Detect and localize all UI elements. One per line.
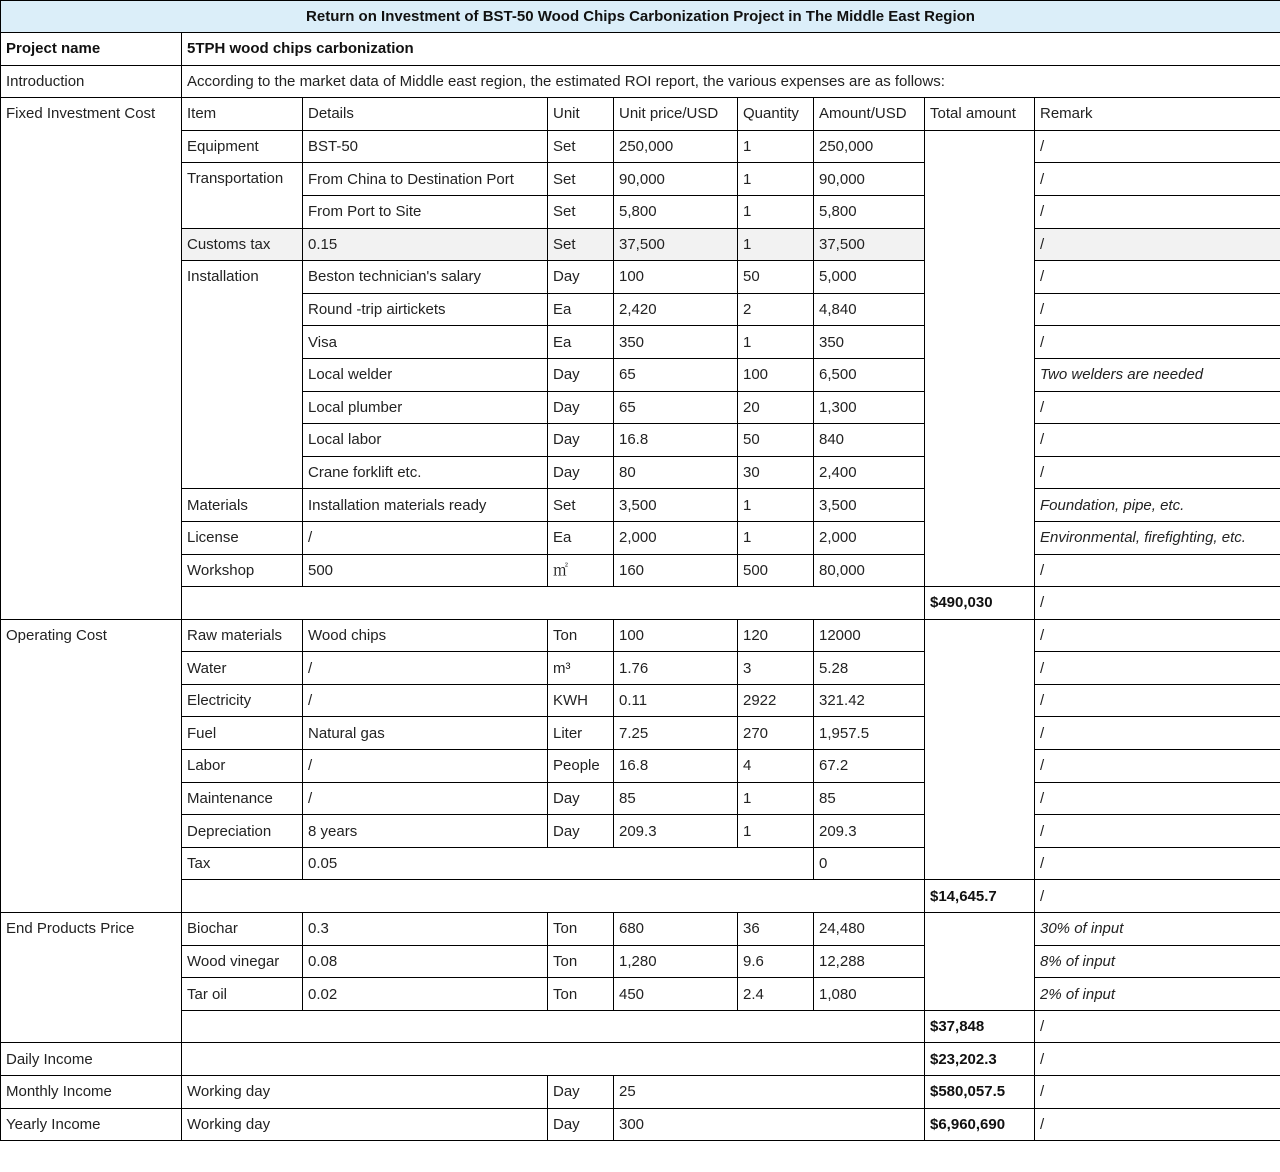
remark-cell: / bbox=[1035, 1043, 1280, 1076]
unit-price-cell: 65 bbox=[614, 358, 738, 391]
unit-cell: Ea bbox=[548, 293, 614, 326]
unit-cell: ㎡ bbox=[548, 554, 614, 587]
remark-cell: / bbox=[1035, 815, 1280, 848]
amount-cell: 12,288 bbox=[814, 945, 925, 978]
column-header: Quantity bbox=[738, 98, 814, 131]
remark-cell: 2% of input bbox=[1035, 978, 1280, 1011]
section-label-end-products: End Products Price bbox=[1, 913, 182, 1043]
amount-cell: 250,000 bbox=[814, 130, 925, 163]
total-amount-cell bbox=[925, 130, 1035, 586]
details-cell: 0.08 bbox=[303, 945, 548, 978]
details-cell: Local labor bbox=[303, 424, 548, 457]
details-cell: From China to Destination Port bbox=[303, 163, 548, 196]
details-cell: 0.05 bbox=[303, 847, 814, 880]
unit-cell: Day bbox=[548, 391, 614, 424]
unit-price-cell: 2,420 bbox=[614, 293, 738, 326]
unit-cell: Day bbox=[548, 424, 614, 457]
unit-price-cell: 65 bbox=[614, 391, 738, 424]
quantity-cell: 1 bbox=[738, 130, 814, 163]
operating-total: $14,645.7 bbox=[925, 880, 1035, 913]
subtotal-spacer bbox=[182, 587, 925, 620]
quantity-cell: 500 bbox=[738, 554, 814, 587]
unit-price-cell: 160 bbox=[614, 554, 738, 587]
amount-cell: 12000 bbox=[814, 619, 925, 652]
table-row bbox=[1, 847, 1280, 880]
quantity-cell: 20 bbox=[738, 391, 814, 424]
unit-price-cell: 2,000 bbox=[614, 521, 738, 554]
section-label-fixed: Fixed Investment Cost bbox=[1, 98, 182, 620]
unit-cell: Day bbox=[548, 261, 614, 294]
amount-cell: 85 bbox=[814, 782, 925, 815]
item-cell: Customs tax bbox=[182, 228, 303, 261]
table-row bbox=[1, 815, 1280, 848]
table-row bbox=[1, 1076, 1280, 1109]
column-header: Item bbox=[182, 98, 303, 131]
unit-cell: Day bbox=[548, 1076, 614, 1109]
remark-cell: 30% of input bbox=[1035, 913, 1280, 946]
remark-cell: Two welders are needed bbox=[1035, 358, 1280, 391]
table-row bbox=[1, 163, 1280, 196]
quantity-cell: 50 bbox=[738, 424, 814, 457]
unit-cell: Ea bbox=[548, 326, 614, 359]
quantity-cell: 4 bbox=[738, 750, 814, 783]
details-cell: 0.3 bbox=[303, 913, 548, 946]
remark-cell: / bbox=[1035, 684, 1280, 717]
remark-cell: / bbox=[1035, 750, 1280, 783]
quantity-cell: 1 bbox=[738, 326, 814, 359]
quantity-cell: 1 bbox=[738, 521, 814, 554]
daily-income-total: $23,202.3 bbox=[925, 1043, 1035, 1076]
amount-cell: 1,957.5 bbox=[814, 717, 925, 750]
table-row bbox=[1, 489, 1280, 522]
project-name-value: 5TPH wood chips carbonization bbox=[182, 33, 1280, 66]
item-cell: Fuel bbox=[182, 717, 303, 750]
column-header: Details bbox=[303, 98, 548, 131]
quantity-cell: 2 bbox=[738, 293, 814, 326]
unit-cell: m³ bbox=[548, 652, 614, 685]
table-row bbox=[1, 684, 1280, 717]
unit-price-cell: 0.11 bbox=[614, 684, 738, 717]
column-header: Remark bbox=[1035, 98, 1280, 131]
remark-cell: / bbox=[1035, 1076, 1280, 1109]
details-cell: / bbox=[303, 782, 548, 815]
item-cell: Working day bbox=[182, 1076, 548, 1109]
item-cell: Maintenance bbox=[182, 782, 303, 815]
table-row bbox=[1, 978, 1280, 1011]
remark-cell: Foundation, pipe, etc. bbox=[1035, 489, 1280, 522]
introduction-text: According to the market data of Middle east region, the estimated ROI report, the various expenses are as follows: bbox=[182, 65, 1280, 98]
amount-cell: 5,800 bbox=[814, 195, 925, 228]
table-row bbox=[1, 130, 1280, 163]
item-cell: License bbox=[182, 521, 303, 554]
column-header: Unit bbox=[548, 98, 614, 131]
remark-cell: / bbox=[1035, 391, 1280, 424]
unit-price-cell: 250,000 bbox=[614, 130, 738, 163]
amount-cell: 4,840 bbox=[814, 293, 925, 326]
amount-cell: 67.2 bbox=[814, 750, 925, 783]
details-cell: BST-50 bbox=[303, 130, 548, 163]
unit-price-cell: 100 bbox=[614, 261, 738, 294]
remark-cell: / bbox=[1035, 424, 1280, 457]
working-days-cell: 300 bbox=[614, 1108, 925, 1141]
unit-cell: Ton bbox=[548, 913, 614, 946]
details-cell: Natural gas bbox=[303, 717, 548, 750]
amount-cell: 2,400 bbox=[814, 456, 925, 489]
unit-price-cell: 85 bbox=[614, 782, 738, 815]
quantity-cell: 270 bbox=[738, 717, 814, 750]
roi-table-body bbox=[1, 1, 1280, 1141]
table-row bbox=[1, 1043, 1280, 1076]
working-days-cell: 25 bbox=[614, 1076, 925, 1109]
subtotal-spacer bbox=[182, 1010, 925, 1043]
monthly-income-label: Monthly Income bbox=[1, 1076, 182, 1109]
remark-cell: / bbox=[1035, 554, 1280, 587]
remark-cell: / bbox=[1035, 847, 1280, 880]
item-cell: Transportation bbox=[182, 163, 303, 228]
unit-price-cell: 100 bbox=[614, 619, 738, 652]
yearly-income-total: $6,960,690 bbox=[925, 1108, 1035, 1141]
remark-cell: / bbox=[1035, 163, 1280, 196]
table-row bbox=[1, 521, 1280, 554]
item-cell: Working day bbox=[182, 1108, 548, 1141]
amount-cell: 37,500 bbox=[814, 228, 925, 261]
unit-cell: Day bbox=[548, 782, 614, 815]
remark-cell: / bbox=[1035, 880, 1280, 913]
unit-price-cell: 5,800 bbox=[614, 195, 738, 228]
remark-cell: / bbox=[1035, 587, 1280, 620]
end-products-total: $37,848 bbox=[925, 1010, 1035, 1043]
item-cell: Depreciation bbox=[182, 815, 303, 848]
table-title: Return on Investment of BST-50 Wood Chips Carbonization Project in The Middle East Region bbox=[1, 1, 1280, 33]
quantity-cell: 50 bbox=[738, 261, 814, 294]
quantity-cell: 1 bbox=[738, 782, 814, 815]
unit-cell: Day bbox=[548, 815, 614, 848]
subtotal-spacer bbox=[182, 880, 925, 913]
amount-cell: 321.42 bbox=[814, 684, 925, 717]
unit-price-cell: 450 bbox=[614, 978, 738, 1011]
table-row bbox=[1, 1108, 1280, 1141]
details-cell: Round -trip airtickets bbox=[303, 293, 548, 326]
amount-cell: 3,500 bbox=[814, 489, 925, 522]
unit-cell: Day bbox=[548, 1108, 614, 1141]
details-cell: Crane forklift etc. bbox=[303, 456, 548, 489]
unit-cell: Set bbox=[548, 163, 614, 196]
item-cell: Wood vinegar bbox=[182, 945, 303, 978]
daily-income-label: Daily Income bbox=[1, 1043, 182, 1076]
remark-cell: / bbox=[1035, 782, 1280, 815]
details-cell: From Port to Site bbox=[303, 195, 548, 228]
column-header: Unit price/USD bbox=[614, 98, 738, 131]
details-cell: Visa bbox=[303, 326, 548, 359]
unit-cell: People bbox=[548, 750, 614, 783]
remark-cell: / bbox=[1035, 456, 1280, 489]
amount-cell: 5,000 bbox=[814, 261, 925, 294]
unit-price-cell: 1,280 bbox=[614, 945, 738, 978]
yearly-income-label: Yearly Income bbox=[1, 1108, 182, 1141]
remark-cell: / bbox=[1035, 717, 1280, 750]
quantity-cell: 30 bbox=[738, 456, 814, 489]
quantity-cell: 1 bbox=[738, 195, 814, 228]
details-cell: Local welder bbox=[303, 358, 548, 391]
section-label-operating: Operating Cost bbox=[1, 619, 182, 912]
unit-cell: Liter bbox=[548, 717, 614, 750]
unit-cell: Set bbox=[548, 195, 614, 228]
item-cell: Water bbox=[182, 652, 303, 685]
unit-cell: Ton bbox=[548, 619, 614, 652]
item-cell: Labor bbox=[182, 750, 303, 783]
table-row bbox=[1, 619, 1280, 652]
item-cell: Tax bbox=[182, 847, 303, 880]
introduction-label: Introduction bbox=[1, 65, 182, 98]
table-row bbox=[1, 587, 1280, 620]
amount-cell: 6,500 bbox=[814, 358, 925, 391]
details-cell: 0.15 bbox=[303, 228, 548, 261]
remark-cell: / bbox=[1035, 130, 1280, 163]
quantity-cell: 1 bbox=[738, 228, 814, 261]
remark-cell: / bbox=[1035, 652, 1280, 685]
amount-cell: 80,000 bbox=[814, 554, 925, 587]
table-row bbox=[1, 98, 1280, 131]
unit-cell: Ton bbox=[548, 978, 614, 1011]
table-row bbox=[1, 782, 1280, 815]
total-amount-cell bbox=[925, 619, 1035, 880]
quantity-cell: 36 bbox=[738, 913, 814, 946]
remark-cell: / bbox=[1035, 1010, 1280, 1043]
table-row bbox=[1, 750, 1280, 783]
amount-cell: 1,300 bbox=[814, 391, 925, 424]
unit-cell: KWH bbox=[548, 684, 614, 717]
details-cell: Installation materials ready bbox=[303, 489, 548, 522]
table-row bbox=[1, 261, 1280, 294]
amount-cell: 2,000 bbox=[814, 521, 925, 554]
item-cell: Equipment bbox=[182, 130, 303, 163]
amount-cell: 24,480 bbox=[814, 913, 925, 946]
unit-price-cell: 680 bbox=[614, 913, 738, 946]
remark-cell: / bbox=[1035, 195, 1280, 228]
item-cell: Electricity bbox=[182, 684, 303, 717]
table-row bbox=[1, 228, 1280, 261]
remark-cell: / bbox=[1035, 293, 1280, 326]
quantity-cell: 1 bbox=[738, 163, 814, 196]
details-cell: Local plumber bbox=[303, 391, 548, 424]
table-row bbox=[1, 652, 1280, 685]
daily-income-spacer bbox=[182, 1043, 925, 1076]
fixed-total: $490,030 bbox=[925, 587, 1035, 620]
details-cell: / bbox=[303, 521, 548, 554]
item-cell: Raw materials bbox=[182, 619, 303, 652]
remark-cell: / bbox=[1035, 619, 1280, 652]
details-cell: 8 years bbox=[303, 815, 548, 848]
item-cell: Biochar bbox=[182, 913, 303, 946]
remark-cell: / bbox=[1035, 261, 1280, 294]
remark-cell: 8% of input bbox=[1035, 945, 1280, 978]
quantity-cell: 9.6 bbox=[738, 945, 814, 978]
details-cell: / bbox=[303, 652, 548, 685]
quantity-cell: 100 bbox=[738, 358, 814, 391]
unit-cell: Day bbox=[548, 358, 614, 391]
unit-cell: Ea bbox=[548, 521, 614, 554]
item-cell: Materials bbox=[182, 489, 303, 522]
unit-price-cell: 16.8 bbox=[614, 750, 738, 783]
amount-cell: 0 bbox=[814, 847, 925, 880]
amount-cell: 840 bbox=[814, 424, 925, 457]
details-cell: 0.02 bbox=[303, 978, 548, 1011]
item-cell: Installation bbox=[182, 261, 303, 489]
unit-price-cell: 3,500 bbox=[614, 489, 738, 522]
unit-cell: Ton bbox=[548, 945, 614, 978]
project-name-label: Project name bbox=[1, 33, 182, 66]
details-cell: / bbox=[303, 750, 548, 783]
item-cell: Tar oil bbox=[182, 978, 303, 1011]
table-row bbox=[1, 554, 1280, 587]
remark-cell: Environmental, firefighting, etc. bbox=[1035, 521, 1280, 554]
table-row bbox=[1, 913, 1280, 946]
column-header: Total amount bbox=[925, 98, 1035, 131]
details-cell: / bbox=[303, 684, 548, 717]
unit-price-cell: 90,000 bbox=[614, 163, 738, 196]
amount-cell: 90,000 bbox=[814, 163, 925, 196]
unit-price-cell: 1.76 bbox=[614, 652, 738, 685]
unit-price-cell: 80 bbox=[614, 456, 738, 489]
quantity-cell: 120 bbox=[738, 619, 814, 652]
total-amount-cell bbox=[925, 913, 1035, 1011]
unit-cell: Set bbox=[548, 489, 614, 522]
table-row bbox=[1, 880, 1280, 913]
unit-price-cell: 209.3 bbox=[614, 815, 738, 848]
quantity-cell: 2922 bbox=[738, 684, 814, 717]
unit-cell: Set bbox=[548, 130, 614, 163]
unit-price-cell: 7.25 bbox=[614, 717, 738, 750]
unit-price-cell: 37,500 bbox=[614, 228, 738, 261]
monthly-income-total: $580,057.5 bbox=[925, 1076, 1035, 1109]
column-header: Amount/USD bbox=[814, 98, 925, 131]
item-cell: Workshop bbox=[182, 554, 303, 587]
amount-cell: 5.28 bbox=[814, 652, 925, 685]
details-cell: 500 bbox=[303, 554, 548, 587]
table-row bbox=[1, 945, 1280, 978]
unit-cell: Day bbox=[548, 456, 614, 489]
unit-cell: Set bbox=[548, 228, 614, 261]
quantity-cell: 1 bbox=[738, 489, 814, 522]
remark-cell: / bbox=[1035, 326, 1280, 359]
table-row bbox=[1, 1010, 1280, 1043]
quantity-cell: 3 bbox=[738, 652, 814, 685]
quantity-cell: 1 bbox=[738, 815, 814, 848]
quantity-cell: 2.4 bbox=[738, 978, 814, 1011]
amount-cell: 209.3 bbox=[814, 815, 925, 848]
table-row bbox=[1, 717, 1280, 750]
unit-price-cell: 16.8 bbox=[614, 424, 738, 457]
amount-cell: 350 bbox=[814, 326, 925, 359]
remark-cell: / bbox=[1035, 1108, 1280, 1141]
amount-cell: 1,080 bbox=[814, 978, 925, 1011]
details-cell: Wood chips bbox=[303, 619, 548, 652]
details-cell: Beston technician's salary bbox=[303, 261, 548, 294]
remark-cell: / bbox=[1035, 228, 1280, 261]
unit-price-cell: 350 bbox=[614, 326, 738, 359]
